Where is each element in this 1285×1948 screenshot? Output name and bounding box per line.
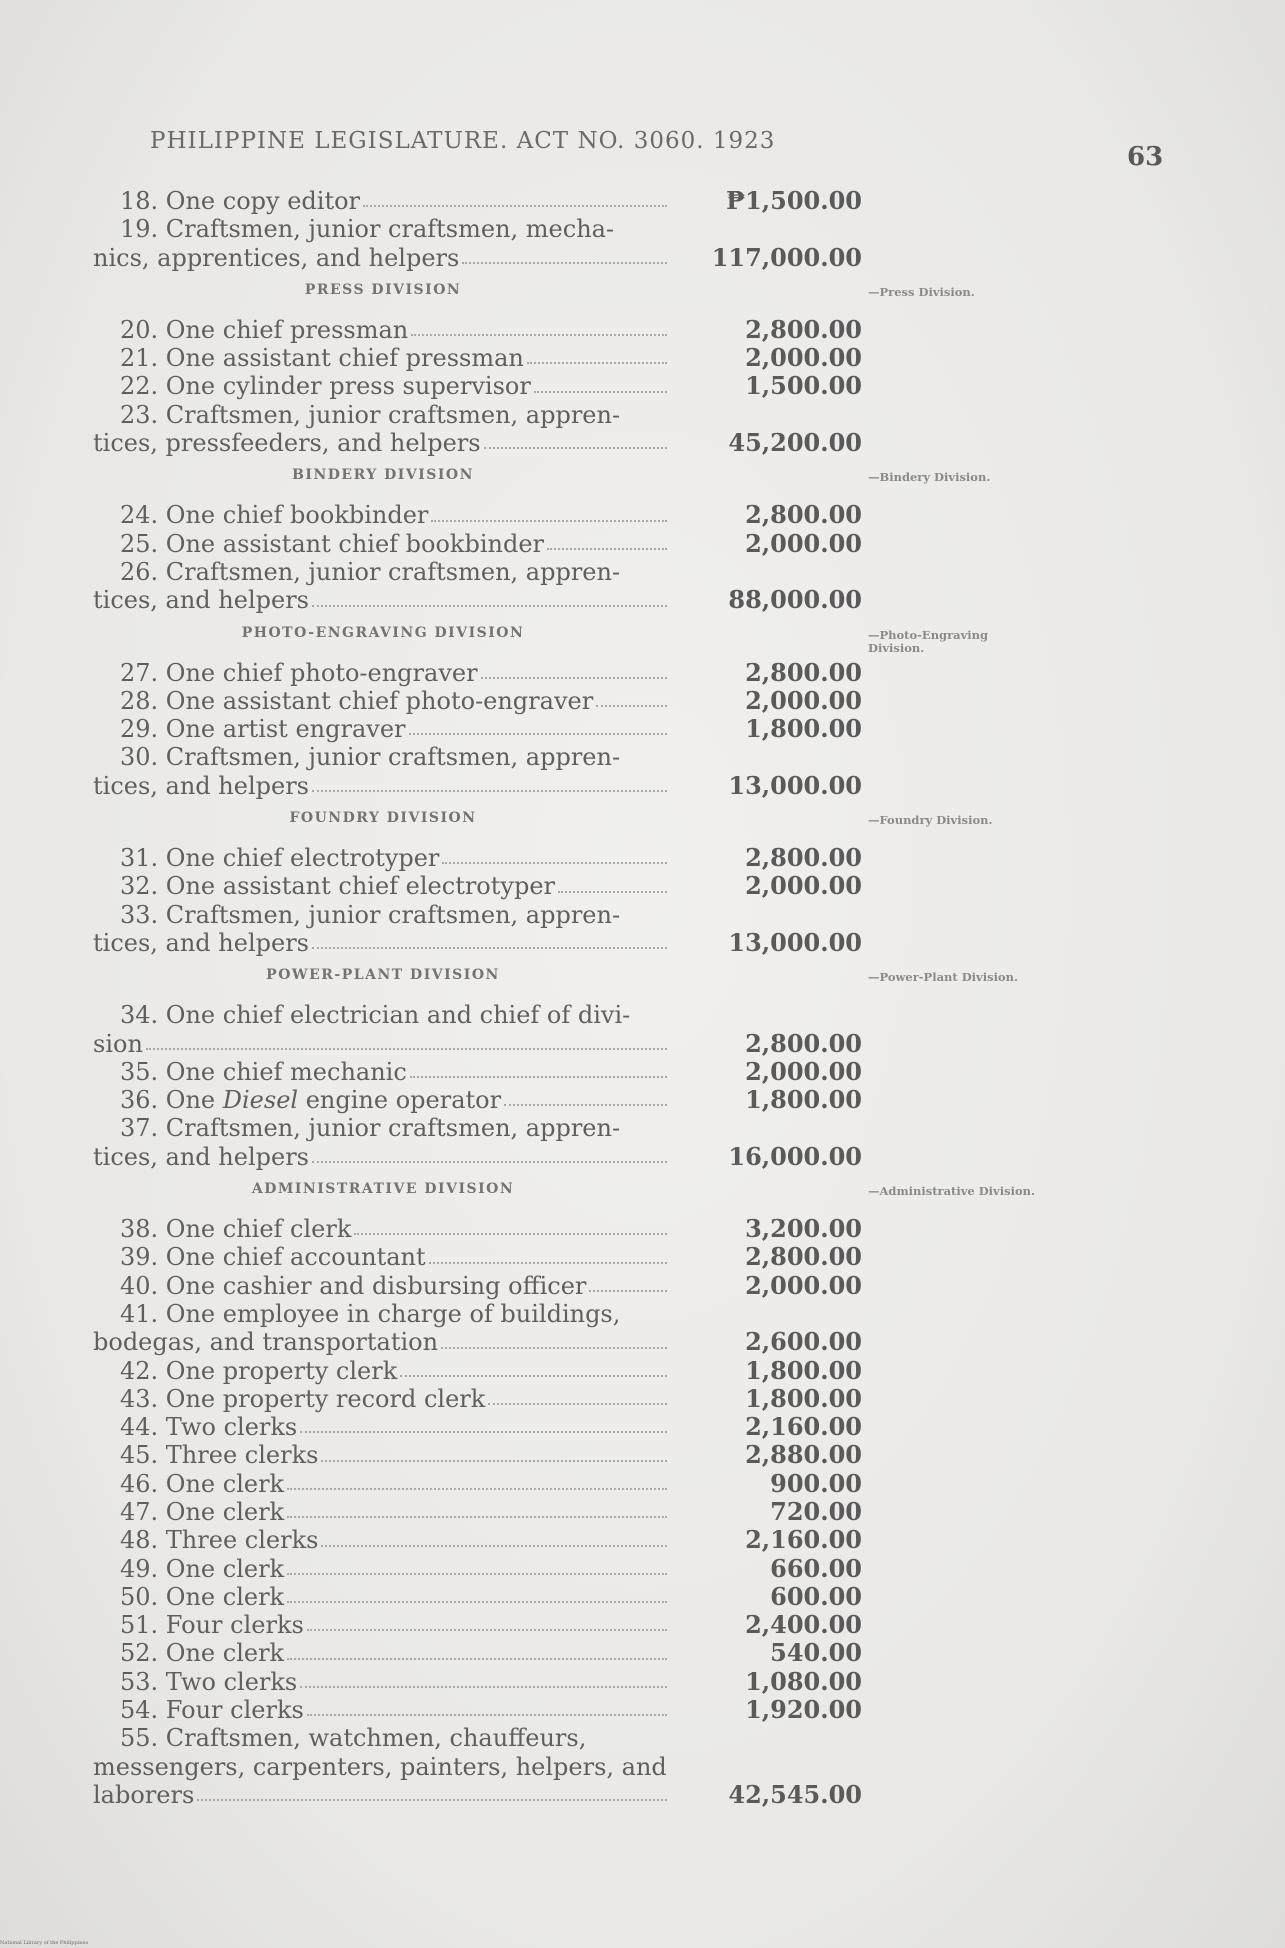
item-amount: 2,800.00 — [745, 1028, 862, 1058]
item-description: 24. One chief bookbinder — [120, 501, 429, 530]
item-description: 39. One chief accountant — [120, 1243, 426, 1272]
item-amount: 600.00 — [770, 1581, 862, 1611]
item-amount: 660.00 — [770, 1553, 862, 1583]
item-description: 37. Craftsmen, junior craftsmen, appren- — [120, 1114, 621, 1143]
dot-leader — [300, 1668, 667, 1688]
item-amount: 2,160.00 — [745, 1412, 862, 1442]
dot-leader — [596, 687, 667, 707]
line-item-text — [93, 1413, 673, 1441]
line-item-text — [93, 501, 673, 529]
item-amount: 13,000.00 — [728, 927, 862, 957]
item-description: 50. One clerk — [120, 1582, 285, 1611]
item-description: 36. One Diesel engine operator — [120, 1086, 502, 1115]
item-description: laborers — [93, 1780, 195, 1809]
item-description: 33. Craftsmen, junior craftsmen, appren- — [120, 900, 621, 929]
line-item-text — [93, 1470, 673, 1498]
item-description: 49. One clerk — [120, 1554, 285, 1583]
division-title: FOUNDRY DIVISION — [289, 810, 477, 827]
item-description: 21. One assistant chief pressman — [120, 344, 524, 373]
margin-note: —Bindery Division. — [868, 470, 991, 484]
line-item-text — [93, 316, 673, 344]
line-item — [93, 1114, 870, 1171]
line-item-text — [93, 715, 673, 743]
item-amount: 2,160.00 — [745, 1525, 862, 1555]
item-amount: 13,000.00 — [728, 770, 862, 800]
item-description: 34. One chief electrician and chief of divi- — [120, 1001, 631, 1030]
item-description: tices, and helpers — [93, 928, 309, 957]
item-amount: 1,800.00 — [745, 1355, 862, 1385]
line-item-text — [93, 1555, 673, 1583]
division-heading — [93, 272, 870, 316]
dot-leader — [441, 1328, 667, 1348]
line-item — [93, 1215, 870, 1243]
line-item — [93, 1555, 870, 1583]
dot-leader — [307, 1611, 667, 1631]
item-description: 26. Craftsmen, junior craftsmen, appren- — [120, 557, 621, 586]
dot-leader — [481, 659, 667, 679]
line-item — [93, 316, 870, 344]
line-item-text — [93, 1001, 673, 1029]
line-item — [93, 1385, 870, 1413]
item-description: tices, and helpers — [93, 771, 309, 800]
item-description: tices, pressfeeders, and helpers — [93, 429, 481, 458]
line-item — [93, 372, 870, 400]
line-item-text — [93, 772, 673, 800]
line-item — [93, 1357, 870, 1385]
line-item-text — [93, 1753, 673, 1781]
item-description: 47. One clerk — [120, 1497, 285, 1526]
item-description: 30. Craftsmen, junior craftsmen, appren- — [120, 743, 621, 772]
line-item-text — [93, 558, 673, 586]
dot-leader — [321, 1526, 667, 1546]
line-item — [93, 1272, 870, 1300]
line-item-text — [93, 872, 673, 900]
item-amount: 900.00 — [770, 1468, 862, 1498]
division-title: PRESS DIVISION — [304, 281, 462, 298]
item-amount: ₱1,500.00 — [726, 186, 862, 215]
dot-leader — [534, 372, 667, 392]
item-amount: 2,600.00 — [745, 1327, 862, 1357]
dot-leader — [589, 1272, 667, 1292]
line-item — [93, 901, 870, 958]
line-item — [93, 1243, 870, 1271]
item-description: 23. Craftsmen, junior craftsmen, appren- — [120, 400, 621, 429]
dot-leader — [312, 929, 667, 949]
line-item-text — [93, 743, 673, 771]
line-item-text — [93, 929, 673, 957]
line-item — [93, 1498, 870, 1526]
dot-leader — [307, 1696, 667, 1716]
line-item-text — [93, 1526, 673, 1554]
margin-note: —Foundry Division. — [868, 813, 993, 827]
item-description: 52. One clerk — [120, 1639, 285, 1668]
line-item — [93, 1611, 870, 1639]
item-amount: 2,000.00 — [745, 1270, 862, 1300]
item-amount: 1,800.00 — [745, 714, 862, 744]
division-heading — [93, 615, 870, 659]
line-item — [93, 659, 870, 687]
line-item-text — [93, 586, 673, 614]
dot-leader — [363, 187, 667, 207]
line-item-text — [93, 1724, 673, 1752]
item-description: 20. One chief pressman — [120, 315, 409, 344]
item-description: 38. One chief clerk — [120, 1215, 352, 1244]
item-description: tices, and helpers — [93, 1142, 309, 1171]
dot-leader — [547, 530, 667, 550]
item-amount: 2,800.00 — [745, 500, 862, 530]
line-item — [93, 1441, 870, 1469]
item-description: 45. Three clerks — [120, 1441, 319, 1470]
item-amount: 720.00 — [770, 1496, 862, 1526]
item-description: tices, and helpers — [93, 586, 309, 615]
line-item-text — [93, 1086, 673, 1114]
line-item — [93, 872, 870, 900]
line-item-text — [93, 1357, 673, 1385]
item-description: 53. Two clerks — [120, 1667, 298, 1696]
dot-leader — [431, 501, 667, 521]
dot-leader — [504, 1086, 667, 1106]
item-description: 32. One assistant chief electrotyper — [120, 872, 555, 901]
item-amount: 1,800.00 — [745, 1085, 862, 1115]
item-description: 55. Craftsmen, watchmen, chauffeurs, — [120, 1724, 587, 1753]
item-description: 46. One clerk — [120, 1469, 285, 1498]
line-item — [93, 1413, 870, 1441]
dot-leader — [527, 344, 667, 364]
item-description: 31. One chief electrotyper — [120, 844, 440, 873]
line-item-text — [93, 1498, 673, 1526]
margin-note: —Administrative Division. — [868, 1184, 1035, 1198]
item-description: 44. Two clerks — [120, 1413, 298, 1442]
item-amount: 2,000.00 — [745, 343, 862, 373]
division-heading — [93, 800, 870, 844]
margin-note: —Press Division. — [868, 285, 975, 299]
item-amount: 42,545.00 — [728, 1779, 862, 1809]
dot-leader — [462, 244, 667, 264]
line-item-text — [93, 1639, 673, 1667]
dot-leader — [409, 715, 668, 735]
line-item — [93, 501, 870, 529]
item-description: 25. One assistant chief bookbinder — [120, 529, 545, 558]
line-item-text — [93, 901, 673, 929]
division-title: BINDERY DIVISION — [292, 467, 474, 484]
dot-leader — [354, 1215, 667, 1235]
line-item — [93, 1058, 870, 1086]
line-item-text — [93, 1441, 673, 1469]
margin-note: —Photo-Engraving Division. — [868, 628, 989, 655]
item-description: 27. One chief photo-engraver — [120, 658, 478, 687]
line-item-text — [93, 244, 673, 272]
item-description: 19. Craftsmen, junior craftsmen, mecha- — [120, 215, 615, 244]
line-item — [93, 558, 870, 615]
item-amount: 1,500.00 — [745, 371, 862, 401]
line-item — [93, 1300, 870, 1357]
line-item-text — [93, 1696, 673, 1724]
line-item — [93, 1724, 870, 1809]
line-item-text — [93, 1058, 673, 1086]
dot-leader — [411, 316, 667, 336]
item-amount: 2,800.00 — [745, 843, 862, 873]
line-item-text — [93, 1328, 673, 1356]
item-amount: 1,920.00 — [745, 1695, 862, 1725]
line-item-text — [93, 1300, 673, 1328]
line-item — [93, 530, 870, 558]
dot-leader — [287, 1639, 667, 1659]
line-item-text — [93, 1781, 673, 1809]
division-title: POWER-PLANT DIVISION — [266, 967, 500, 984]
line-item-text — [93, 1030, 673, 1058]
line-item — [93, 1639, 870, 1667]
division-heading — [93, 957, 870, 1001]
item-amount: 2,000.00 — [745, 685, 862, 715]
item-description: 18. One copy editor — [120, 187, 361, 215]
line-item-text — [93, 215, 673, 243]
item-description: 42. One property clerk — [120, 1356, 398, 1385]
line-item-text — [93, 1583, 673, 1611]
line-item — [93, 401, 870, 458]
item-description: 22. One cylinder press supervisor — [120, 372, 531, 401]
item-amount: 2,400.00 — [745, 1610, 862, 1640]
division-heading — [93, 457, 870, 501]
line-item — [93, 215, 870, 272]
line-item — [93, 1001, 870, 1058]
line-item-text — [93, 187, 673, 215]
dot-leader — [488, 1385, 667, 1405]
dot-leader — [197, 1781, 667, 1801]
line-item — [93, 187, 870, 215]
dot-leader — [484, 429, 667, 449]
dot-leader — [321, 1441, 667, 1461]
footer-credit: National Library of the Philippines — [0, 1940, 89, 1946]
item-amount: 540.00 — [770, 1638, 862, 1668]
line-item — [93, 1696, 870, 1724]
item-description: nics, apprentices, and helpers — [93, 243, 460, 272]
dot-leader — [442, 844, 667, 864]
running-title: PHILIPPINE LEGISLATURE. ACT NO. 3060. 1923 — [150, 128, 776, 154]
item-description: sion — [93, 1029, 143, 1058]
item-description: 41. One employee in charge of buildings, — [120, 1299, 621, 1328]
line-item-text — [93, 1385, 673, 1413]
item-amount: 117,000.00 — [711, 242, 862, 272]
item-description: 48. Three clerks — [120, 1526, 319, 1555]
dot-leader — [287, 1583, 667, 1603]
division-title: ADMINISTRATIVE DIVISION — [251, 1181, 515, 1198]
line-item — [93, 1526, 870, 1554]
item-amount: 2,000.00 — [745, 871, 862, 901]
item-amount: 16,000.00 — [728, 1141, 862, 1171]
line-item-text — [93, 1272, 673, 1300]
dot-leader — [312, 586, 667, 606]
division-title: PHOTO-ENGRAVING DIVISION — [241, 624, 525, 641]
appropriations-list — [93, 186, 1035, 1809]
margin-note: —Power-Plant Division. — [868, 970, 1018, 984]
item-amount: 2,000.00 — [745, 528, 862, 558]
line-item-text — [93, 844, 673, 872]
dot-leader — [300, 1413, 667, 1433]
line-item-text — [93, 530, 673, 558]
item-description: 54. Four clerks — [120, 1696, 304, 1725]
line-item — [93, 1668, 870, 1696]
line-item — [93, 743, 870, 800]
line-item — [93, 1086, 870, 1114]
item-amount: 2,800.00 — [745, 314, 862, 344]
line-item-text — [93, 687, 673, 715]
dot-leader — [287, 1555, 667, 1575]
line-item-text — [93, 1243, 673, 1271]
line-item — [93, 844, 870, 872]
dot-leader — [312, 1143, 667, 1163]
dot-leader — [429, 1243, 667, 1263]
dot-leader — [558, 872, 667, 892]
line-item — [93, 1583, 870, 1611]
item-description: 43. One property record clerk — [120, 1384, 486, 1413]
line-item — [93, 1470, 870, 1498]
item-amount: 88,000.00 — [728, 585, 862, 615]
page-number: 63 — [1127, 142, 1164, 172]
line-item-text — [93, 1668, 673, 1696]
dot-leader — [146, 1030, 667, 1050]
item-description: 29. One artist engraver — [120, 715, 406, 744]
line-item — [93, 687, 870, 715]
item-amount: 2,000.00 — [745, 1056, 862, 1086]
line-item-text — [93, 1215, 673, 1243]
item-description: bodegas, and transportation — [93, 1328, 439, 1357]
line-item-text — [93, 372, 673, 400]
dot-leader — [287, 1498, 667, 1518]
item-amount: 1,080.00 — [745, 1666, 862, 1696]
item-description: 40. One cashier and disbursing officer — [120, 1271, 587, 1300]
line-item — [93, 715, 870, 743]
line-item-text — [93, 401, 673, 429]
division-heading — [93, 1171, 870, 1215]
item-amount: 1,800.00 — [745, 1383, 862, 1413]
item-amount: 3,200.00 — [745, 1214, 862, 1244]
line-item-text — [93, 344, 673, 372]
item-description: 28. One assistant chief photo-engraver — [120, 686, 594, 715]
dot-leader — [287, 1470, 667, 1490]
item-description: 35. One chief mechanic — [120, 1057, 407, 1086]
line-item — [93, 344, 870, 372]
item-description: messengers, carpenters, painters, helpers, and — [93, 1752, 667, 1781]
dot-leader — [400, 1357, 667, 1377]
line-item-text — [93, 1143, 673, 1171]
item-amount: 45,200.00 — [728, 428, 862, 458]
item-description: 51. Four clerks — [120, 1611, 304, 1640]
line-item-text — [93, 1611, 673, 1639]
item-amount: 2,800.00 — [745, 657, 862, 687]
line-item-text — [93, 429, 673, 457]
dot-leader — [410, 1058, 667, 1078]
line-item-text — [93, 1114, 673, 1142]
item-amount: 2,880.00 — [745, 1440, 862, 1470]
dot-leader — [312, 772, 667, 792]
item-amount: 2,800.00 — [745, 1242, 862, 1272]
line-item-text — [93, 659, 673, 687]
